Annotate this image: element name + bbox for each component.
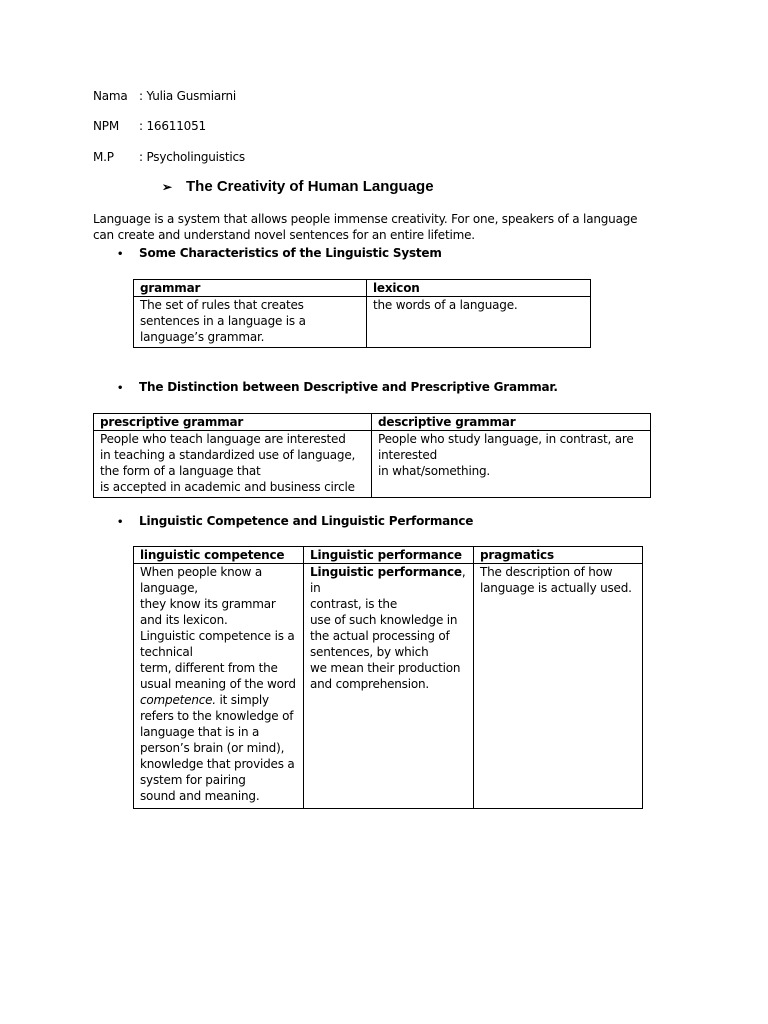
competence-text-1: When people know a language, they know its grammar and its lexicon. Linguistic competence is a technical term, different from the usual meaning of the word (140, 565, 296, 691)
section3-title: Linguistic Competence and Linguistic Performance (139, 514, 474, 528)
nama-value: : Yulia Gusmiarni (139, 89, 237, 103)
grammar-distinction-table (93, 413, 651, 498)
table-header-cell: Linguistic performance (304, 547, 474, 564)
section2-title: The Distinction between Descriptive and Prescriptive Grammar. (139, 380, 558, 394)
npm-label: NPM (93, 119, 119, 133)
competence-performance-table (133, 546, 643, 809)
table-cell: People who teach language are interested in teaching a standardized use of language, the form of a language that is accepted in academic and business circle (94, 431, 372, 498)
table-header-row (134, 547, 643, 564)
performance-cell (304, 564, 474, 809)
mp-value: : Psycholinguistics (139, 150, 245, 164)
meta-nama (93, 89, 236, 103)
performance-bold-term: Linguistic performance (310, 565, 462, 579)
table-cell: the words of a language. (367, 297, 591, 348)
section3-heading (117, 514, 473, 528)
table-header-cell: prescriptive grammar (94, 414, 372, 431)
table-cell: The set of rules that creates sentences in a language is a language’s grammar. (134, 297, 367, 348)
bullet-icon: • (117, 517, 124, 528)
performance-text: , in contrast, is the use of such knowledge in the actual processing of sentences, by which we mean their production and comprehension. (310, 565, 466, 691)
table-cell: People who study language, in contrast, are interested in what/something. (372, 431, 651, 498)
competence-italic-word: competence. (140, 693, 216, 707)
section1-heading (117, 246, 442, 260)
table-header-cell: grammar (134, 280, 367, 297)
table-header-row (134, 280, 591, 297)
table-header-cell: pragmatics (474, 547, 643, 564)
nama-label: Nama (93, 89, 128, 103)
page-heading (162, 178, 434, 195)
meta-mp (93, 150, 245, 164)
meta-npm (93, 119, 206, 133)
characteristics-table (133, 279, 591, 348)
heading-title: The Creativity of Human Language (186, 178, 434, 195)
table-header-cell: linguistic competence (134, 547, 304, 564)
npm-value: : 16611051 (139, 119, 206, 133)
competence-text-2: it simply refers to the knowledge of language that is in a person’s brain (or mind), knowledge that provides a system for pairing sound and meaning. (140, 693, 295, 803)
table-row (134, 297, 591, 348)
section2-heading (117, 380, 558, 394)
table-row (94, 431, 651, 498)
intro-paragraph: Language is a system that allows people immense creativity. For one, speakers of a language can create and understand novel sentences for an entire lifetime. (93, 212, 638, 242)
bullet-icon: • (117, 383, 124, 394)
arrow-bullet-icon: ➢ (162, 180, 173, 194)
table-header-row (94, 414, 651, 431)
table-header-cell: descriptive grammar (372, 414, 651, 431)
pragmatics-cell: The description of how language is actually used. (474, 564, 643, 809)
mp-label: M.P (93, 150, 114, 164)
section1-title: Some Characteristics of the Linguistic System (139, 246, 442, 260)
table-header-cell: lexicon (367, 280, 591, 297)
table-row (134, 564, 643, 809)
competence-cell (134, 564, 304, 809)
bullet-icon: • (117, 249, 124, 260)
